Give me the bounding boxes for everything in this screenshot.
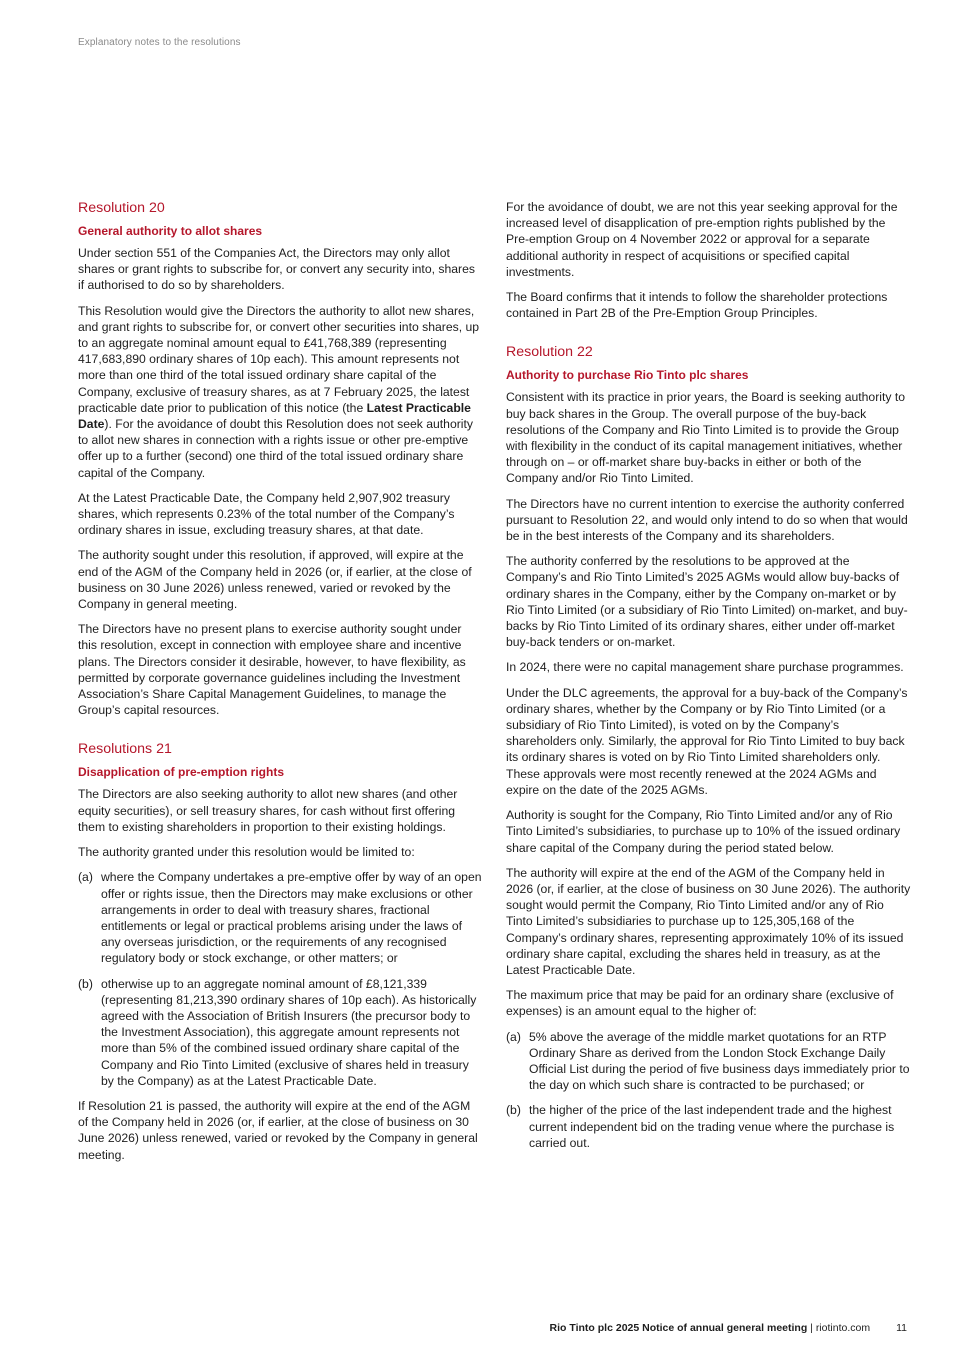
list-item <box>78 869 483 966</box>
paragraph: The Board confirms that it intends to follow the shareholder protections contained in Part 2B of the Pre-Emption Group Principles. <box>506 290 888 321</box>
list-item-text: 5% above the average of the middle market quotations for an RTP Ordinary Share as derived from the London Stock Exchange Daily Official List during the period of five business days immediately prior to the day on which such share is contracted to be purchased; or <box>529 1029 910 1093</box>
paragraph: The authority sought under this resolution, if approved, will expire at the end of the AGM of the Company held in 2026 (or, if earlier, at the close of business on 30 June 2026) unless renewed, varied or revoked by the Company in general meeting. <box>78 548 472 612</box>
page-number: 11 <box>896 1322 907 1334</box>
page-footer <box>550 1322 907 1334</box>
paragraph: Under the DLC agreements, the approval for a buy-back of the Company’s ordinary shares, whether by the Company or by Rio Tinto Limited (or a subsidiary of Rio Tinto Limited), is voted on by the Company’s shareholders only. Similarly, the approval for Rio Tinto Limited to buy back its ordinary shares is voted on by Rio Tinto Limited shareholders only. These approvals were most recently renewed at the 2024 AGMs and expire on the date of the 2025 AGMs. <box>506 685 908 797</box>
resolution-20-subheading: General authority to allot shares <box>78 224 263 238</box>
paragraph: If Resolution 21 is passed, the authority will expire at the end of the AGM of the Company held in 2026 (or, if earlier, at the close of business on 30 June 2026) unless renewed, varied or revoked by the Company in general meeting. <box>78 1098 478 1162</box>
footer-title: Rio Tinto plc 2025 Notice of annual general meeting <box>549 1322 808 1334</box>
paragraph: The authority will expire at the end of the AGM of the Company held in 2026 (or, if earlier, at the close of business on 30 June 2026). The authority sought would permit the Company, Rio Tinto Limited and/or any of Rio Tinto Limited’s subsidiaries to purchase up to 125,305,168 of the Company’s ordinary shares, representing approximately 10% of its issued ordinary share capital, excluding the shares held in treasury, as at the Latest Practicable Date. <box>506 865 911 977</box>
resolution-22-heading: Resolution 22 <box>506 344 593 361</box>
paragraph: Under section 551 of the Companies Act, the Directors may only allot shares or grant rights to subscribe for, or convert any security into, shares if authorised to do so by shareholders. <box>78 246 475 293</box>
paragraph: The Directors have no current intention to exercise the authority conferred pursuant to Resolution 22, and would only intend to do so when that would be in the best interests of the Company and its shareholders. <box>506 496 908 544</box>
running-header: Explanatory notes to the resolutions <box>78 37 241 48</box>
paragraph: Consistent with its practice in prior years, the Board is seeking authority to buy back shares in the Group. The overall purpose of the buy-back resolutions of the Company and Rio Tinto Limited is to provide the Group with flexibility in the conduct of its capital management initiatives, whether through on – or off-market share buy-backs in either or both of the Company and/or Rio Tinto Limited. <box>506 390 905 486</box>
paragraph: The Directors are also seeking authority to allot new shares (and other equity securities), or sell treasury shares, for cash without first offering them to existing shareholders in proportion to their existing holdings. <box>78 787 458 834</box>
list-item <box>506 1102 911 1151</box>
paragraph: For the avoidance of doubt, we are not this year seeking approval for the increased level of disapplication of pre-emption rights published by the Pre-emption Group on 4 November 2022 or approval for a separate additional authority in respect of acquisitions or specified capital investments. <box>506 200 898 279</box>
paragraph: At the Latest Practicable Date, the Company held 2,907,902 treasury shares, which represents 0.23% of the total number of the Company’s ordinary shares in issue, excluding treasury shares, at that date. <box>78 490 455 538</box>
list-item <box>506 1029 911 1094</box>
list-item-text: where the Company undertakes a pre-emptive offer by way of an open offer or rights issue, then the Directors may make exclusions or other arrangements in order to deal with treasury shares, fractional entitlements or legal or practical problems arising under the laws of any overseas jurisdiction, or the requirements of any recognised regulatory body or stock exchange, or other matters; or <box>101 870 482 966</box>
list-marker: (b) <box>506 1103 521 1118</box>
footer-website: riotinto.com <box>815 1322 871 1334</box>
resolution-20-heading: Resolution 20 <box>78 200 165 216</box>
list-marker: (b) <box>78 976 93 991</box>
list-marker: (a) <box>506 1029 521 1044</box>
defined-term: Latest Practicable Date <box>78 400 471 432</box>
resolution-21-heading: Resolutions 21 <box>78 741 172 758</box>
list-item-text: the higher of the price of the last independent trade and the highest current independent bid on the trading venue where the purchase is carried out. <box>529 1103 895 1150</box>
list-item-text: otherwise up to an aggregate nominal amount of £8,121,339 (representing 81,213,390 ordinary shares of 10p each). As historically agreed with the Association of British Insurers (the precursor body to the Investment Association), this aggregate amount represents not more than 5% of the combined issued ordinary share capital of the Company and Rio Tinto Limited (exclusive of shares held in treasury by the Company) as at the Latest Practicable Date. <box>101 976 477 1088</box>
paragraph: This Resolution would give the Directors the authority to allot new shares, and grant rights to subscribe for, or convert other securities into shares, up to an aggregate nominal amount equal to £41,768,389 (representing 417,683,890 ordinary shares of 10p each). This amount represents not more than one third of the total issued ordinary share capital of the Company, exclusive of treasury shares, as at 7 February 2025, the latest practicable date prior to publication of this notice (the Latest Practicable Date). For the avoidance of doubt this Resolution does not seek authority to allot new shares in connection with a rights issue or other pre-emptive offer up to a further (second) one third of the total issued ordinary share capital of the Company. <box>78 303 480 480</box>
max-price-list <box>506 1029 911 1151</box>
resolution-21-limits-list <box>78 869 483 1089</box>
left-column <box>78 199 483 1172</box>
paragraph: The maximum price that may be paid for an ordinary share (exclusive of expenses) is an amount equal to the higher of: <box>506 988 894 1019</box>
paragraph: The Directors have no present plans to exercise authority sought under this resolution, except in connection with employee share and incentive plans. The Directors consider it desirable, however, to have flexibility, as permitted by corporate governance guidelines including the Investment Association’s Share Capital Management Guidelines, to manage the Group’s capital resources. <box>78 622 466 718</box>
resolution-22-subheading: Authority to purchase Rio Tinto plc shares <box>506 368 749 383</box>
paragraph: Authority is sought for the Company, Rio Tinto Limited and/or any of Rio Tinto Limited’s subsidiaries, to purchase up to 10% of the issued ordinary share capital of the Company during the period stated below. <box>506 808 901 855</box>
list-marker: (a) <box>78 870 93 885</box>
paragraph: In 2024, there were no capital management share purchase programmes. <box>506 660 904 675</box>
right-column <box>506 199 911 1160</box>
list-item <box>78 976 483 1089</box>
resolution-21-subheading: Disapplication of pre-emption rights <box>78 765 285 780</box>
footer-separator: | <box>807 1322 816 1334</box>
paragraph: The authority granted under this resolution would be limited to: <box>78 845 415 860</box>
paragraph: The authority conferred by the resolutions to be approved at the Company’s and Rio Tinto Limited’s 2025 AGMs would allow buy-backs of ordinary shares in the Company, either by the Company on-market or by Rio Tinto Limited (or a subsidiary of Rio Tinto Limited) on-market, and buy-backs by Rio Tinto Limited of its ordinary shares, either under off-market buy-back tenders or on-market. <box>506 554 908 650</box>
